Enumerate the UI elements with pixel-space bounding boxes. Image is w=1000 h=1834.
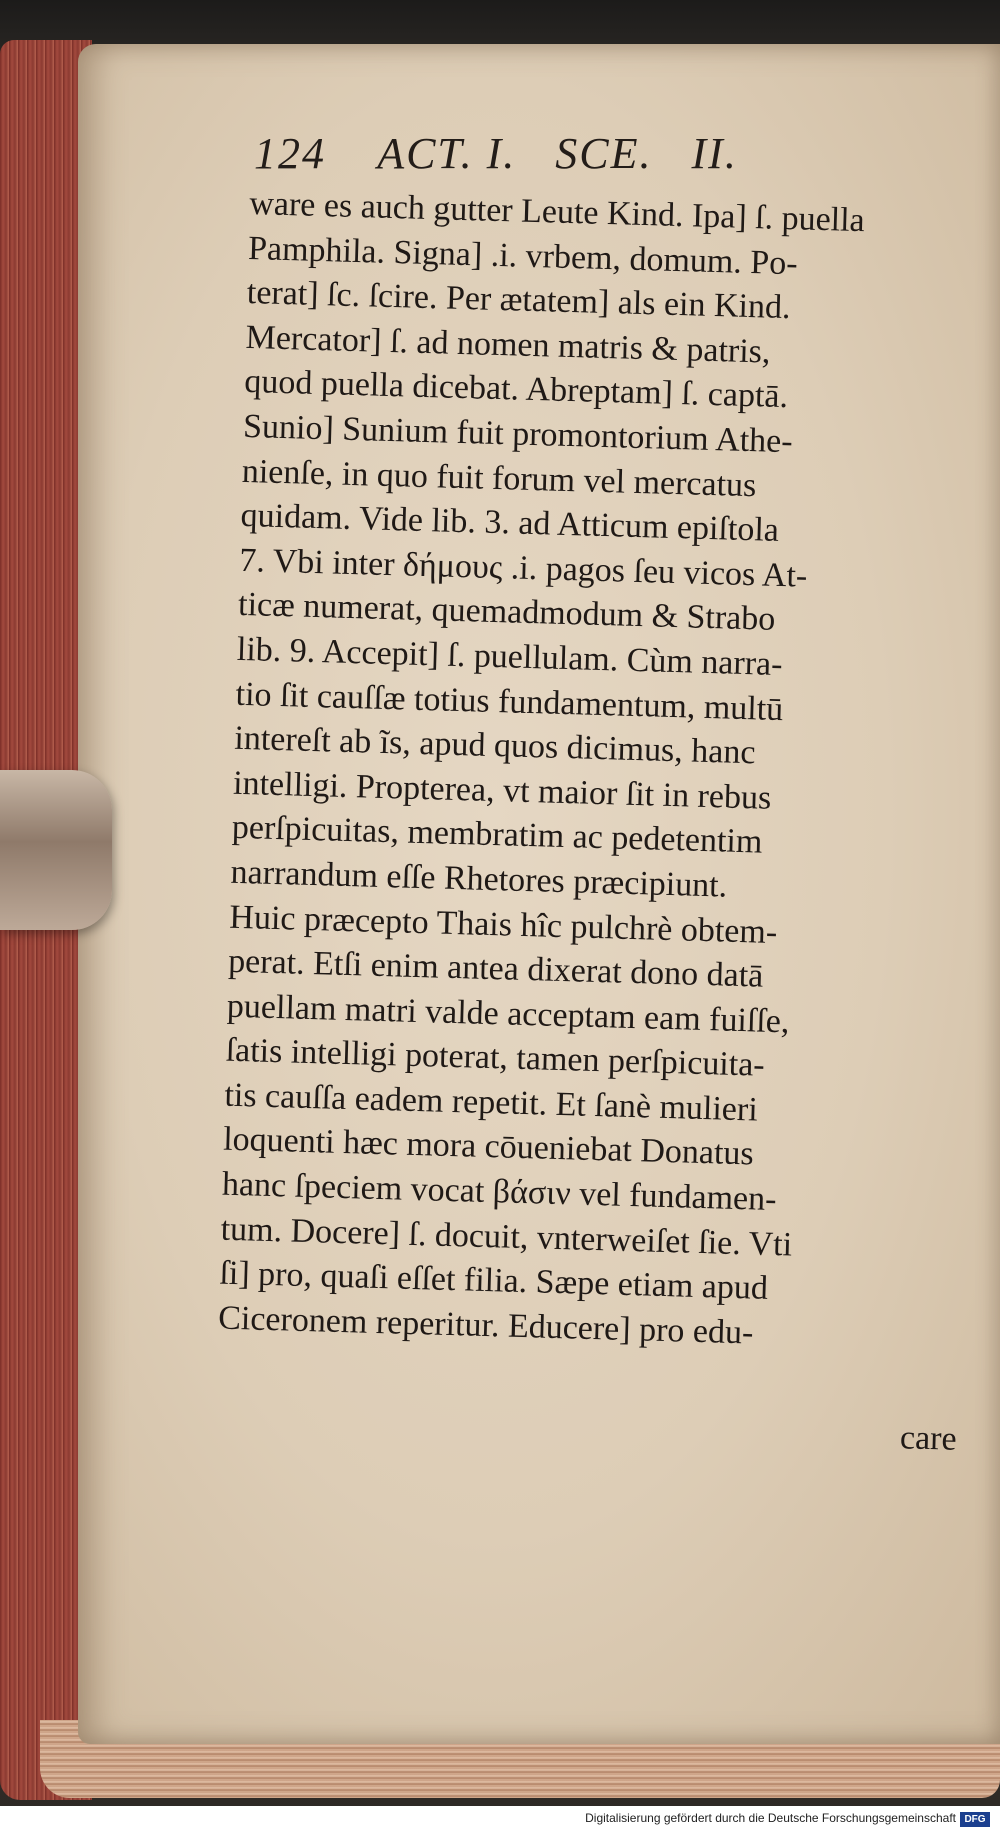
bookmark-clip [0, 770, 112, 930]
running-head: 124 ACT. I. SCE. II. [254, 129, 738, 178]
text-line: Mercator] ſ. ad nomen matris & patris, [245, 318, 771, 371]
catchword: care [899, 1419, 958, 1458]
text-line: intelligi. Propterea, vt maior ſit in rebus [232, 764, 772, 817]
text-line: perat. Etſi enim antea dixerat dono datā [227, 942, 764, 995]
text-line: quidam. Vide lib. 3. ad Atticum epiſtola [240, 497, 780, 550]
text-line: 7. Vbi inter δήμους .i. pagos ſeu vicos At- [238, 541, 808, 595]
text-line: intereſt ab ĩs, apud quos dicimus, hanc [233, 719, 757, 772]
text-line: ticæ numerat, quemadmodum & Strabo [237, 586, 776, 639]
text-line: terat] ſc. ſcire. Per ætatem] als ein Kind. [246, 274, 792, 327]
text-line: ſatis intelligi poterat, tamen perſpicuita- [225, 1031, 766, 1084]
digitization-footer [0, 1806, 1000, 1834]
text-line: perſpicuitas, membratim ac pedetentim [231, 809, 763, 861]
commentary-text [218, 182, 980, 1361]
text-line: Ciceronem reperitur. Educere] pro edu- [217, 1299, 754, 1352]
text-line: ſi] pro, quaſi eſſet filia. Sæpe etiam apud [219, 1254, 769, 1308]
dfg-logo-icon: DFG [960, 1812, 990, 1827]
text-line: tum. Docere] ſ. docuit, vnterweiſet ſie. Vti [220, 1210, 793, 1264]
funding-credit: Digitalisierung gefördert durch die Deutsche Forschungsgemeinschaft [585, 1811, 956, 1825]
text-line: Huic præcepto Thais hîc pulchrè obtem- [228, 898, 778, 951]
text-line: quod puella dicebat. Abreptam] ſ. captā. [243, 363, 789, 416]
text-line: nienſe, in quo fuit forum vel mercatus [241, 452, 757, 504]
text-line: Pamphila. Signa] .i. vrbem, domum. Po- [247, 229, 799, 282]
text-line: lib. 9. Accepit] ſ. puellulam. Cùm narra- [236, 630, 784, 683]
text-line: tis cauſſa eadem repetit. Et ſanè mulieri [223, 1076, 759, 1129]
text-line: tio ſit cauſſæ totius fundamentum, multū [235, 675, 784, 728]
text-line: hanc ſpeciem vocat βάσιν vel fundamen- [221, 1165, 778, 1219]
text-line: narrandum eſſe Rhetores præcipiunt. [230, 853, 728, 905]
text-line: Sunio] Sunium fuit promontorium Athe- [242, 407, 794, 461]
text-line: loquenti hæc mora cōueniebat Donatus [222, 1121, 755, 1173]
text-line: ware es auch gutter Leute Kind. Ipa] ſ. puella [248, 184, 866, 240]
text-line: puellam matri valde acceptam eam fuiſſe, [226, 987, 790, 1041]
